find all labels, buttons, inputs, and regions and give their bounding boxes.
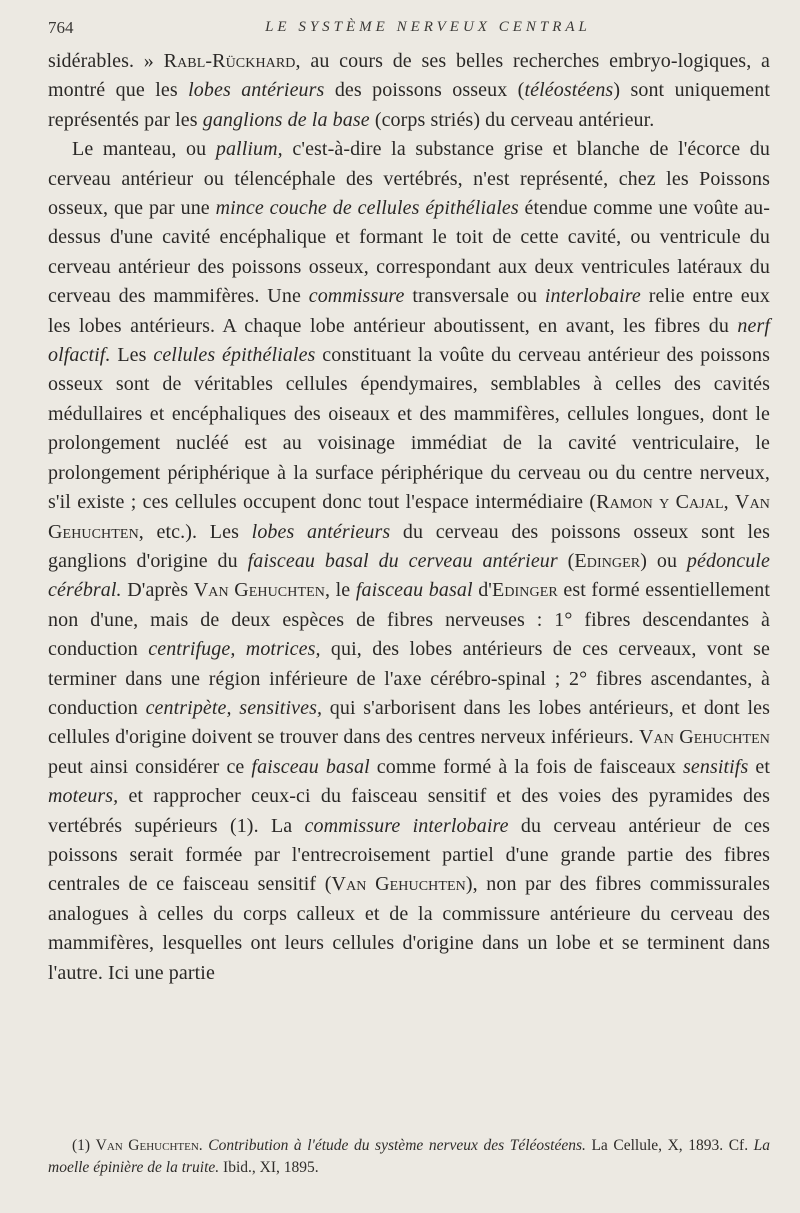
text-span: du cerveau antérieur de ces poissons serait formée par l'entrecroisement partiel d'une grande partie des fibres centrales de ce faisceau sensitif ( [48,814,770,896]
italic-term: sensitifs [682,755,749,778]
italic-term: cellules épithéliales [153,344,316,367]
italic-term: commissure interlobaire [304,814,509,837]
footnote [48,1135,770,1179]
text-span: ( [557,549,575,572]
text-span: ), non par des fibres commissurales analogues à celles du corps calleux et de la commissure antérieure du cerveau des mammifères, lesquelles ont leurs cellules d'origine dans un lobe et se terminent dans l'autre. Ici une partie [48,873,771,984]
text-span: , le [324,579,356,602]
text-span: (corps striés) du cerveau antérieur. [369,108,655,131]
text-span: et rapprocher ceux-ci du faisceau sensitif et des voies des pyramides des vertébrés supérieurs (1). La [48,785,770,837]
italic-term: nerf olfactif. [48,314,770,367]
italic-term: téléostéens [524,79,614,102]
italic-title: Contribution à l'étude du système nerveux des Téléostéens. [208,1137,586,1154]
italic-term: centripète, sensitives, [145,696,323,719]
italic-term: mince couche de cellules épithéliales [215,197,519,220]
paragraph-2 [48,135,770,988]
italic-term: interlobaire [544,285,641,308]
italic-term: faisceau basal [251,755,370,778]
body-text [48,47,770,988]
italic-term: lobes antérieurs [188,79,325,102]
text-span: sidérables. » [48,50,164,72]
italic-term: lobes antérieurs [251,520,391,543]
italic-term: commissure [308,285,405,308]
text-span: La Cellule, X, 1893. Cf. [585,1137,754,1154]
italic-term: ganglions de la base [202,108,370,131]
italic-term: centrifuge, motrices, [148,638,321,661]
text-span: du cerveau des poissons osseux sont les ganglions d'origine du [48,520,770,572]
text-span: des poissons osseux ( [324,79,525,102]
page-number: 764 [48,18,74,37]
text-span: ) sont uniquement représentés par les [48,79,771,131]
text-span: qui s'arborisent dans les lobes antérieurs, et dont les cellules d'origine doivent se trouver dans des centres nerveux inférieurs. [48,696,770,749]
text-span: c'est-à-dire la substance grise et blanche de l'écorce du cerveau antérieur ou télencéphale des vertébrés, n'est représenté, chez les Poissons osseux, que par une [48,138,770,220]
author-name: Edinger [574,549,641,572]
italic-term: pédoncule cérébral. [48,549,770,602]
text-span: d' [472,579,493,602]
italic-title: La moelle épinière de la truite. [48,1137,771,1176]
text-span: D'après [121,579,194,602]
text-span: Les [110,344,154,367]
text-span: étendue comme une voûte au-dessus d'une cavité encéphalique et formant le toit de cette cavité, ou ventricule du cerveau antérieur des poissons osseux, correspondant aux deux ventricules latéraux du cerveau des mammifères. Une [48,197,771,308]
italic-term: moteurs, [48,785,119,808]
text-span: , au cours de ses belles recherches embryo-logiques, a montré que les [48,50,771,102]
text-span: relie entre eux les lobes antérieurs. A chaque lobe antérieur aboutissent, en avant, les fibres du [48,285,770,337]
author-name: Van Gehuchten [638,726,770,749]
author-name: Van Gehuchten [193,579,325,602]
running-head: LE SYSTÈME NERVEUX CENTRAL [265,19,591,35]
text-span: constituant la voûte du cerveau antérieur des poissons osseux sont de véritables cellules épendymaires, semblables à celles des cavités médullaires et encéphaliques des oiseaux et des mammifères, cellules longues, dont le prolongement nucléé est au voisinage immédiat de la cavité ventriculaire, le prolongement périphérique à la surface périphérique du cerveau ou du centre nerveux, s'il existe ; ces cellules occupent donc tout l'espace intermédiaire ( [48,344,770,514]
text-span: transversale ou [404,285,545,308]
page-header [48,18,768,46]
footnote-marker: (1) [72,1137,96,1154]
author-name: Van Gehuchten [331,873,466,896]
italic-term: pallium, [215,138,283,161]
italic-term: faisceau basal [355,579,473,602]
text-span: qui, des lobes antérieurs de ces cerveaux, vont se terminer dans une région inférieure de l'axe cérébro-spinal ; 2° fibres ascendantes, à conduction [48,638,771,719]
author-name: Ramon y Cajal [596,491,724,514]
text-span: Le manteau, ou [72,138,216,161]
text-span: peut ainsi considérer ce [48,755,252,778]
text-span: ) ou [640,549,687,572]
text-span: , etc.). Les [138,520,252,543]
text-span: et [748,755,770,778]
author-name: Rabl-Rückhard [163,50,296,72]
author-name: Van Gehuchten [48,491,771,543]
author-name: Van Gehuchten [95,1137,199,1154]
text-span: comme formé à la fois de faisceaux [369,755,683,778]
author-name: Edinger [492,579,558,602]
text-span: Ibid., XI, 1895. [219,1159,319,1176]
paragraph-1 [48,47,770,135]
text-span: , [723,491,736,514]
italic-term: faisceau basal du cerveau antérieur [247,549,558,572]
text-span: . [198,1137,209,1154]
text-span: est formé essentiellement non d'une, mais de deux espèces de fibres nerveuses : 1° fibres descendantes à conduction [48,579,771,661]
